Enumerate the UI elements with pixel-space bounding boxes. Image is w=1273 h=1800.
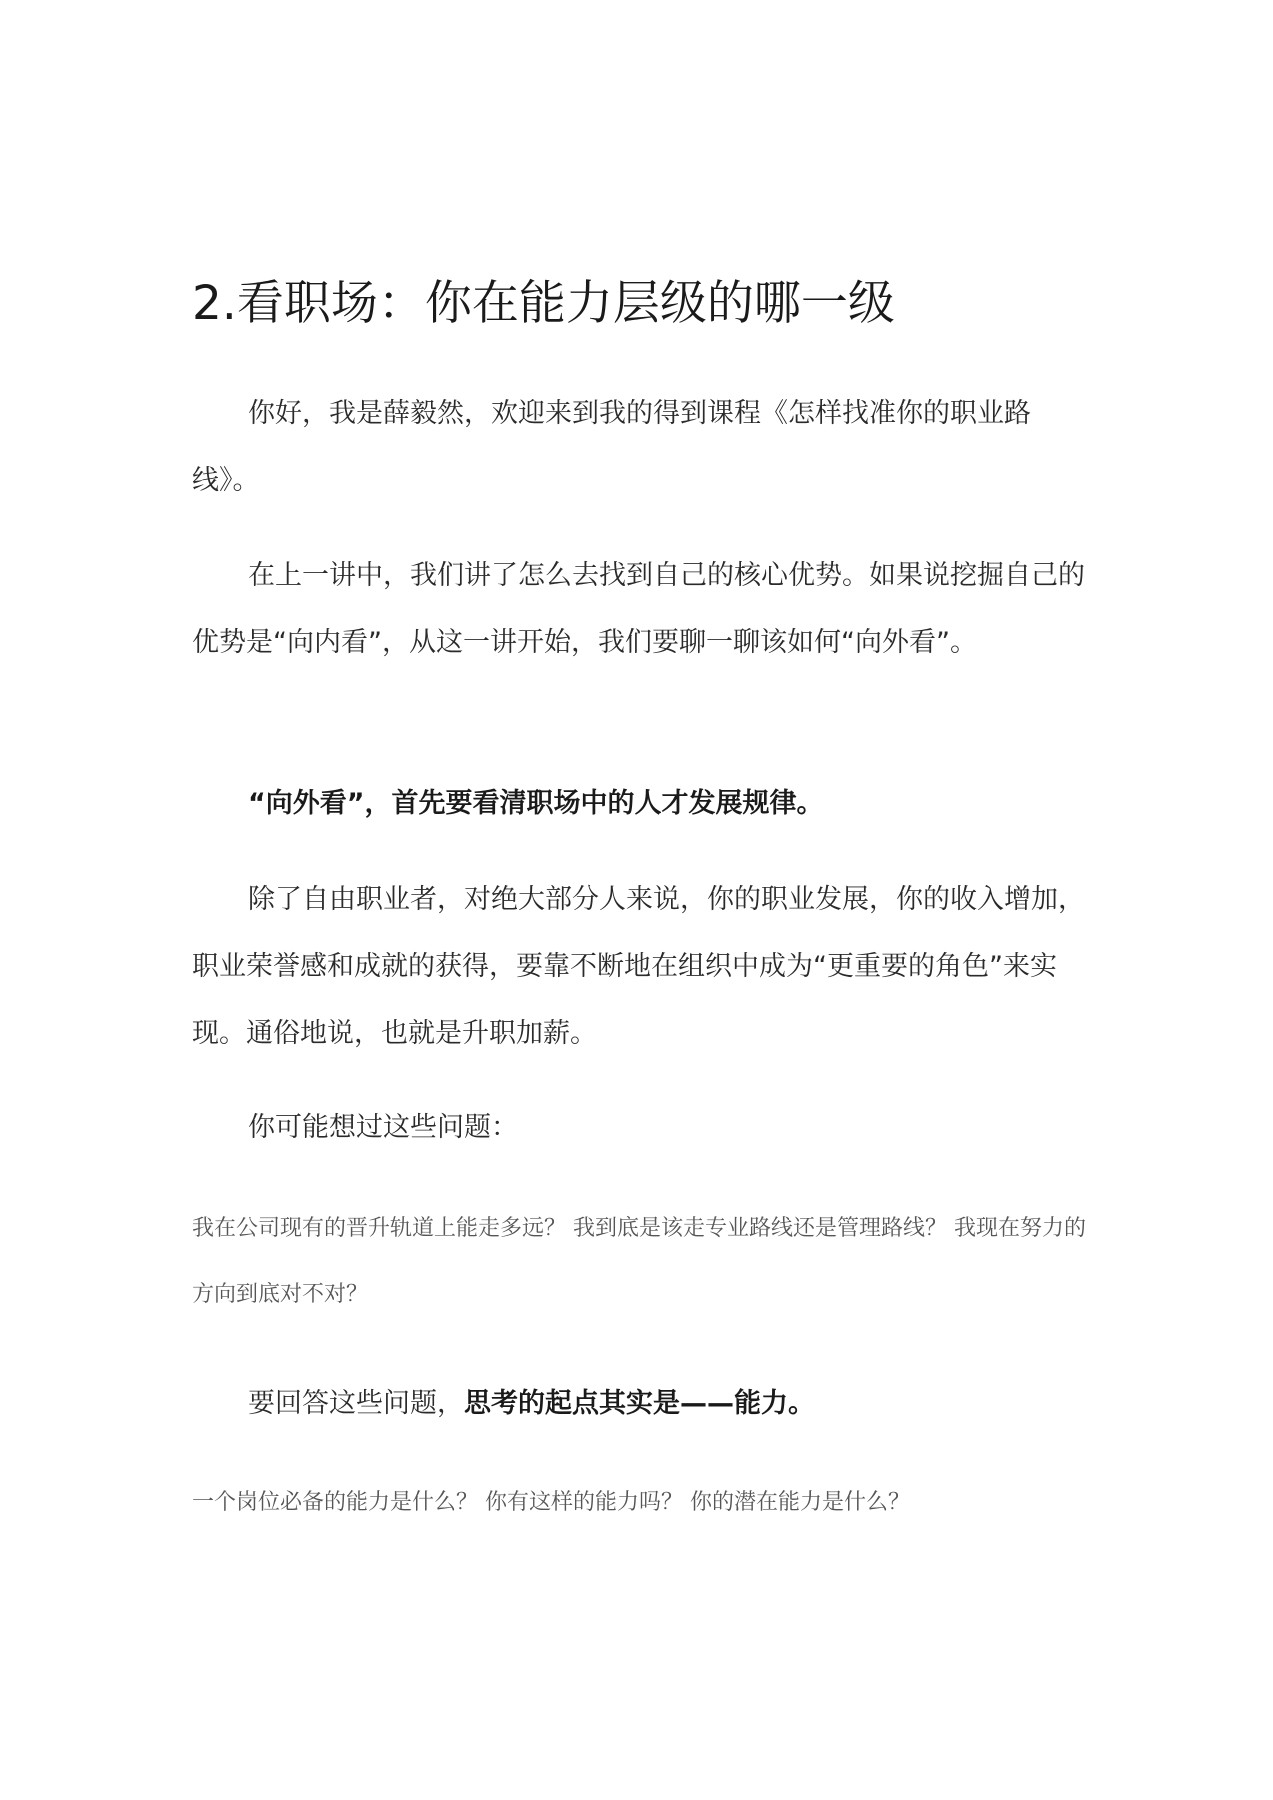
career-development-paragraph: 除了自由职业者，对绝大部分人来说，你的职业发展，你的收入增加，职业荣誉感和成就的获得，要靠不断地在组织中成为“更重要的角色”来实现。通俗地说，也就是升职加薪。 — [192, 884, 1085, 1049]
questions-intro-paragraph: 你可能想过这些问题： — [248, 1112, 518, 1143]
answer-emphasis: 思考的起点其实是——能力。 — [464, 1388, 815, 1419]
questions-list-1: 我在公司现有的晋升轨道上能走多远？ 我到底是该走专业路线还是管理路线？ 我现在努力的方向到底对不对？ — [192, 1216, 1086, 1307]
key-point-paragraph: “向外看”，首先要看清职场中的人才发展规律。 — [248, 788, 824, 819]
answer-paragraph — [192, 1370, 1092, 1437]
questions-list-2: 一个岗位必备的能力是什么？ 你有这样的能力吗？ 你的潜在能力是什么？ — [192, 1490, 910, 1515]
page-title: 2.看职场：你在能力层级的哪一级 — [192, 276, 895, 331]
answer-lead: 要回答这些问题， — [248, 1388, 464, 1419]
intro-paragraph: 你好，我是薛毅然，欢迎来到我的得到课程《怎样找准你的职业路线》。 — [192, 398, 1031, 496]
previous-lecture-paragraph: 在上一讲中，我们讲了怎么去找到自己的核心优势。如果说挖掘自己的优势是“向内看”，从这一讲开始，我们要聊一聊该如何“向外看”。 — [192, 560, 1085, 658]
